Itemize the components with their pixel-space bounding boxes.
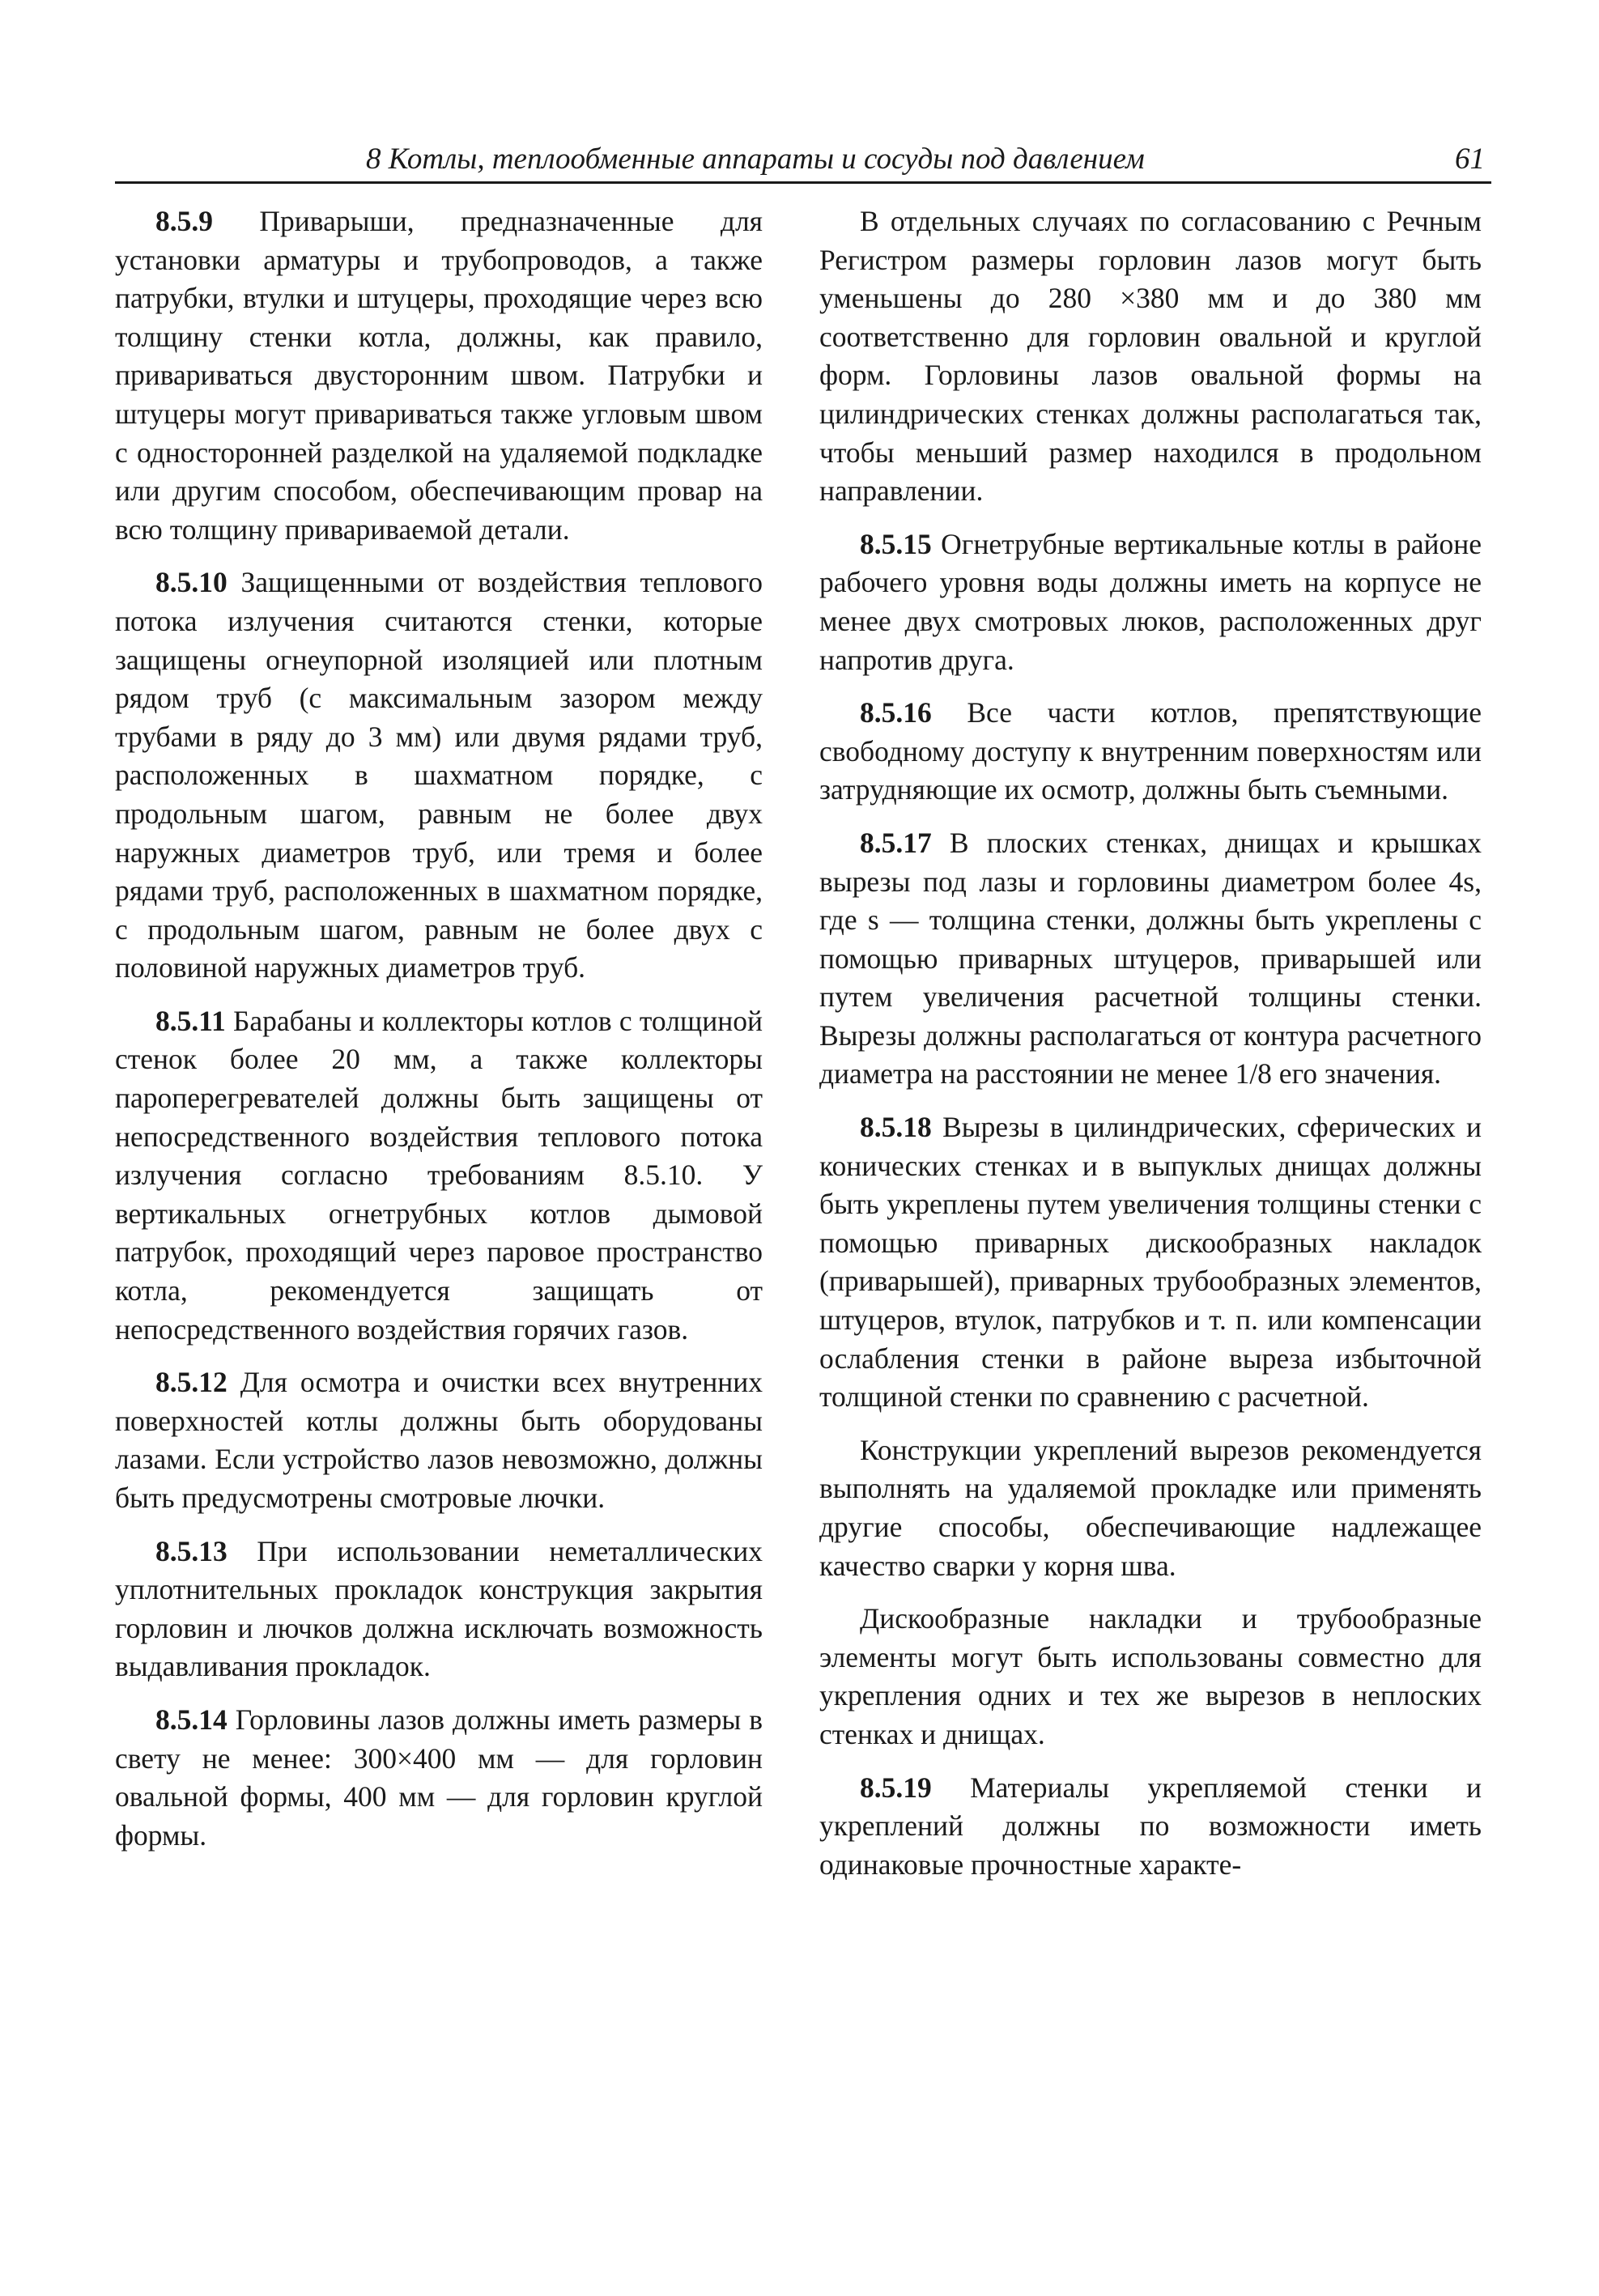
paragraph-text: Для осмотра и очистки всех внутренних поверхностей котлы должны быть оборудованы лазами. Если устройство лазов невозможно, должны быть предусмотрены смотровые лючки. — [115, 1366, 763, 1514]
right-column — [819, 202, 1482, 1898]
paragraph-8-5-11 — [115, 1002, 763, 1349]
paragraph-text: Дискообразные накладки и трубообразные элементы могут быть использованы совместно для укрепления одних и тех же вырезов в неплоских стенках и днищах. — [819, 1602, 1482, 1750]
clause-number: 8.5.19 — [860, 1771, 932, 1804]
paragraph-8-5-10 — [115, 563, 763, 988]
paragraph-text: Огнетрубные вертикальные котлы в районе рабочего уровня воды должны иметь на корпусе не менее двух смотровых люков, расположенных друг напротив друга. — [819, 527, 1482, 676]
paragraph-text: Конструкции укреплений вырезов рекомендуется выполнять на удаляемой прокладке или применять другие способы, обеспечивающие надлежащее качество сварки у корня шва. — [819, 1433, 1482, 1582]
paragraph-text: При использовании неметаллических уплотнительных прокладок конструкция закрытия горловин и лючков должна исключать возможность выдавливания прокладок. — [115, 1534, 763, 1683]
left-column — [115, 202, 763, 1869]
paragraph-8-5-9 — [115, 202, 763, 549]
paragraph-text: Приварыши, предназначенные для установки арматуры и трубопроводов, а также патрубки, втулки и штуцеры, проходящие через всю толщину стенки котла, должны, как правило, привариваться двусторонним швом. Патрубки и штуцеры могут привариваться также угловым швом с односторонней разделкой на удаляемой подкладке или другим способом, обеспечивающим провар на всю толщину привариваемой детали. — [115, 205, 763, 546]
paragraph-text: Защищенными от воздействия теплового потока излучения считаются стенки, которые защищены огнеупорной изоляцией или плотным рядом труб (с максимальным зазором между трубами в ряду до 3 мм) или двумя рядами труб, расположенных в шахматном порядке, с продольным шагом, равным не более двух наружных диаметров труб, или тремя и более рядами труб, расположенных в шахматном порядке, с продольным шагом, равным не более двух с половиной наружных диаметров труб. — [115, 566, 763, 984]
paragraph-8-5-18-discs — [819, 1600, 1482, 1754]
paragraph-text: Материалы укрепляемой стенки и укреплений должны по возможности иметь одинаковые прочностные характе- — [819, 1771, 1482, 1881]
paragraph-8-5-14-continued — [819, 202, 1482, 511]
clause-number: 8.5.17 — [860, 826, 932, 859]
page-number: 61 — [1455, 142, 1485, 176]
paragraph-8-5-14 — [115, 1701, 763, 1855]
paragraph-text: В отдельных случаях по согласованию с Речным Регистром размеры горловин лазов могут быть уменьшены до 280 ×380 мм и до 380 мм соответственно для горловин овальной и круглой форм. Горловины лазов овальной формы на цилиндрических стенках должны располагаться так, чтобы меньший размер находился в продольном направлении. — [819, 205, 1482, 508]
paragraph-text: Все части котлов, препятствующие свободному доступу к внутренним поверхностям или затрудняющие их осмотр, должны быть съемными. — [819, 696, 1482, 806]
paragraph-8-5-19 — [819, 1769, 1482, 1885]
paragraph-text: Вырезы в цилиндрических, сферических и конических стенках и в выпуклых днищах должны быть укреплены путем увеличения толщины стенки с помощью приварных дискообразных накладок (приварышей), приварных трубообразных элементов, штуцеров, втулок, патрубков и т. п. или компенсации ослабления стенки в районе выреза избыточной толщиной стенки по сравнению с расчетной. — [819, 1111, 1482, 1414]
paragraph-8-5-18-reinforcement — [819, 1431, 1482, 1585]
clause-number: 8.5.16 — [860, 696, 932, 729]
running-header — [115, 136, 1491, 184]
paragraph-8-5-17 — [819, 824, 1482, 1094]
clause-number: 8.5.11 — [155, 1004, 226, 1037]
paragraph-text: Горловины лазов должны иметь размеры в свету не менее: 300×400 мм — для горловин овальной формы, 400 мм — для горловин круглой формы. — [115, 1703, 763, 1852]
paragraph-8-5-12 — [115, 1363, 763, 1517]
paragraph-text: Барабаны и коллекторы котлов с толщиной стенок более 20 мм, а также коллекторы пароперегревателей должны быть защищены от непосредственного воздействия теплового потока излучения согласно требованиям 8.5.10. У вертикальных огнетрубных котлов дымовой патрубок, проходящий через паровое пространство котла, рекомендуется защищать от непосредственного воздействия горячих газов. — [115, 1004, 763, 1346]
clause-number: 8.5.15 — [860, 527, 932, 560]
paragraph-text: В плоских стенках, днищах и крышках вырезы под лазы и горловины диаметром более 4s, где s — толщина стенки, должны быть укреплены с помощью приварных штуцеров, приварышей или путем увеличения расчетной толщины стенки. Вырезы должны располагаться от контура расчетного диаметра на расстоянии не менее 1/8 его значения. — [819, 826, 1482, 1091]
paragraph-8-5-18 — [819, 1108, 1482, 1417]
header-title: 8 Котлы, теплообменные аппараты и сосуды под давлением — [366, 142, 1145, 176]
clause-number: 8.5.14 — [155, 1703, 228, 1736]
paragraph-8-5-13 — [115, 1533, 763, 1686]
clause-number: 8.5.9 — [155, 205, 213, 237]
clause-number: 8.5.18 — [860, 1111, 932, 1144]
clause-number: 8.5.13 — [155, 1534, 228, 1567]
paragraph-8-5-16 — [819, 694, 1482, 810]
paragraph-8-5-15 — [819, 525, 1482, 679]
clause-number: 8.5.12 — [155, 1366, 228, 1399]
clause-number: 8.5.10 — [155, 566, 228, 599]
